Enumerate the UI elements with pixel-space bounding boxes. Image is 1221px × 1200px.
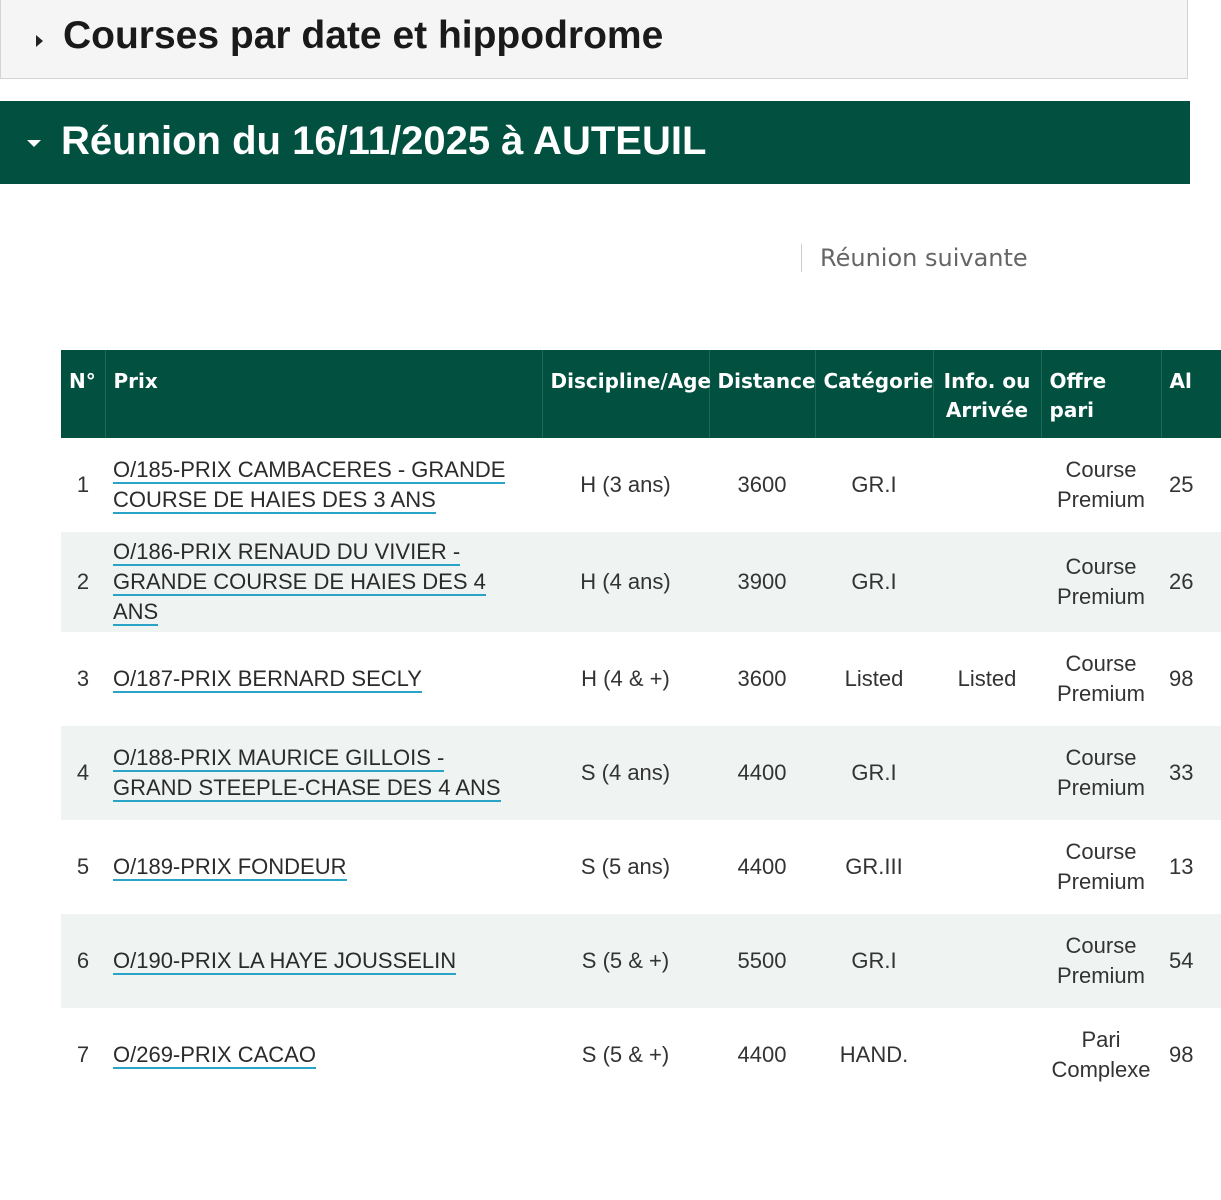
race-discipline: H (3 ans): [580, 472, 671, 497]
race-number: 3: [76, 666, 90, 691]
race-info: [933, 914, 1041, 1008]
race-categorie: HAND.: [839, 1042, 909, 1067]
race-offre: Pari Complexe: [1051, 1027, 1151, 1082]
race-discipline: H (4 ans): [580, 569, 671, 594]
header-num: N°: [69, 369, 96, 393]
table-row: [61, 532, 1221, 632]
race-distance: 5500: [737, 948, 787, 973]
meeting-title: Réunion du 16/11/2025 à AUTEUIL: [61, 119, 707, 163]
race-allocation: 98: [1169, 666, 1194, 691]
race-number: 2: [76, 569, 90, 594]
race-categorie: GR.I: [851, 472, 897, 497]
header-info: Info. ou Arrivée: [933, 350, 1041, 438]
race-allocation: 98: [1169, 1042, 1194, 1067]
race-link[interactable]: O/187-PRIX BERNARD SECLY: [113, 666, 422, 691]
table-row: [61, 914, 1221, 1008]
race-allocation: 13: [1169, 854, 1194, 879]
race-discipline: S (5 & +): [581, 1042, 670, 1067]
table-row: [61, 632, 1221, 726]
race-distance: 3600: [737, 666, 787, 691]
race-allocation: 33: [1169, 760, 1194, 785]
race-link[interactable]: O/188-PRIX MAURICE GILLOIS - GRAND STEEPLE-CHASE DES 4 ANS: [113, 745, 501, 800]
race-info: [933, 438, 1041, 532]
race-number: 6: [76, 948, 90, 973]
race-info: Listed: [957, 666, 1017, 691]
race-number: 7: [76, 1042, 90, 1067]
race-offre: Course Premium: [1056, 457, 1145, 512]
race-link[interactable]: O/190-PRIX LA HAYE JOUSSELIN: [113, 948, 457, 973]
table-row: [61, 820, 1221, 914]
header-offre: Offre pari: [1041, 350, 1161, 438]
race-offre: Course Premium: [1056, 554, 1145, 609]
header-allocation: Al: [1161, 350, 1221, 438]
race-info: [933, 726, 1041, 820]
race-number: 5: [76, 854, 90, 879]
header-prix: Prix: [105, 350, 542, 438]
header-discipline: Discipline/Age: [542, 350, 709, 438]
race-distance: 4400: [737, 760, 787, 785]
next-meeting-link[interactable]: Réunion suivante: [801, 244, 1028, 272]
race-offre: Course Premium: [1056, 745, 1145, 800]
race-categorie: GR.I: [851, 569, 897, 594]
caret-right-icon: [36, 35, 43, 47]
section-header[interactable]: [0, 0, 1188, 79]
section-title: Courses par date et hippodrome: [63, 14, 664, 57]
race-categorie: GR.I: [851, 948, 897, 973]
race-categorie: Listed: [844, 666, 904, 691]
race-link[interactable]: O/186-PRIX RENAUD DU VIVIER - GRANDE COURSE DE HAIES DES 4 ANS: [113, 539, 486, 624]
race-allocation: 26: [1169, 569, 1194, 594]
caret-down-icon: [27, 140, 41, 147]
race-number: 4: [76, 760, 90, 785]
table-header-row: [61, 350, 1221, 438]
race-allocation: 54: [1169, 948, 1194, 973]
race-distance: 4400: [737, 1042, 787, 1067]
race-distance: 3600: [737, 472, 787, 497]
table-row: [61, 438, 1221, 532]
race-discipline: S (4 ans): [580, 760, 671, 785]
race-offre: Course Premium: [1056, 933, 1145, 988]
race-info: [933, 1008, 1041, 1102]
race-offre: Course Premium: [1056, 651, 1145, 706]
table-row: [61, 1008, 1221, 1102]
race-link[interactable]: O/185-PRIX CAMBACERES - GRANDE COURSE DE HAIES DES 3 ANS: [113, 457, 506, 512]
race-discipline: H (4 & +): [581, 666, 670, 691]
race-categorie: GR.I: [851, 760, 897, 785]
race-discipline: S (5 & +): [581, 948, 670, 973]
race-link[interactable]: O/189-PRIX FONDEUR: [113, 854, 347, 879]
header-categorie: Catégorie: [815, 350, 933, 438]
header-distance: Distance: [709, 350, 815, 438]
race-number: 1: [76, 472, 90, 497]
race-offre: Course Premium: [1056, 839, 1145, 894]
race-categorie: GR.III: [845, 854, 903, 879]
race-distance: 4400: [737, 854, 787, 879]
race-allocation: 25: [1169, 472, 1194, 497]
race-link[interactable]: O/269-PRIX CACAO: [113, 1042, 316, 1067]
race-info: [933, 532, 1041, 632]
table-row: [61, 726, 1221, 820]
race-info: [933, 820, 1041, 914]
race-discipline: S (5 ans): [580, 854, 671, 879]
meeting-header[interactable]: [0, 101, 1190, 184]
races-table-container[interactable]: [61, 350, 1194, 1110]
race-distance: 3900: [737, 569, 787, 594]
races-table: [61, 350, 1221, 1102]
